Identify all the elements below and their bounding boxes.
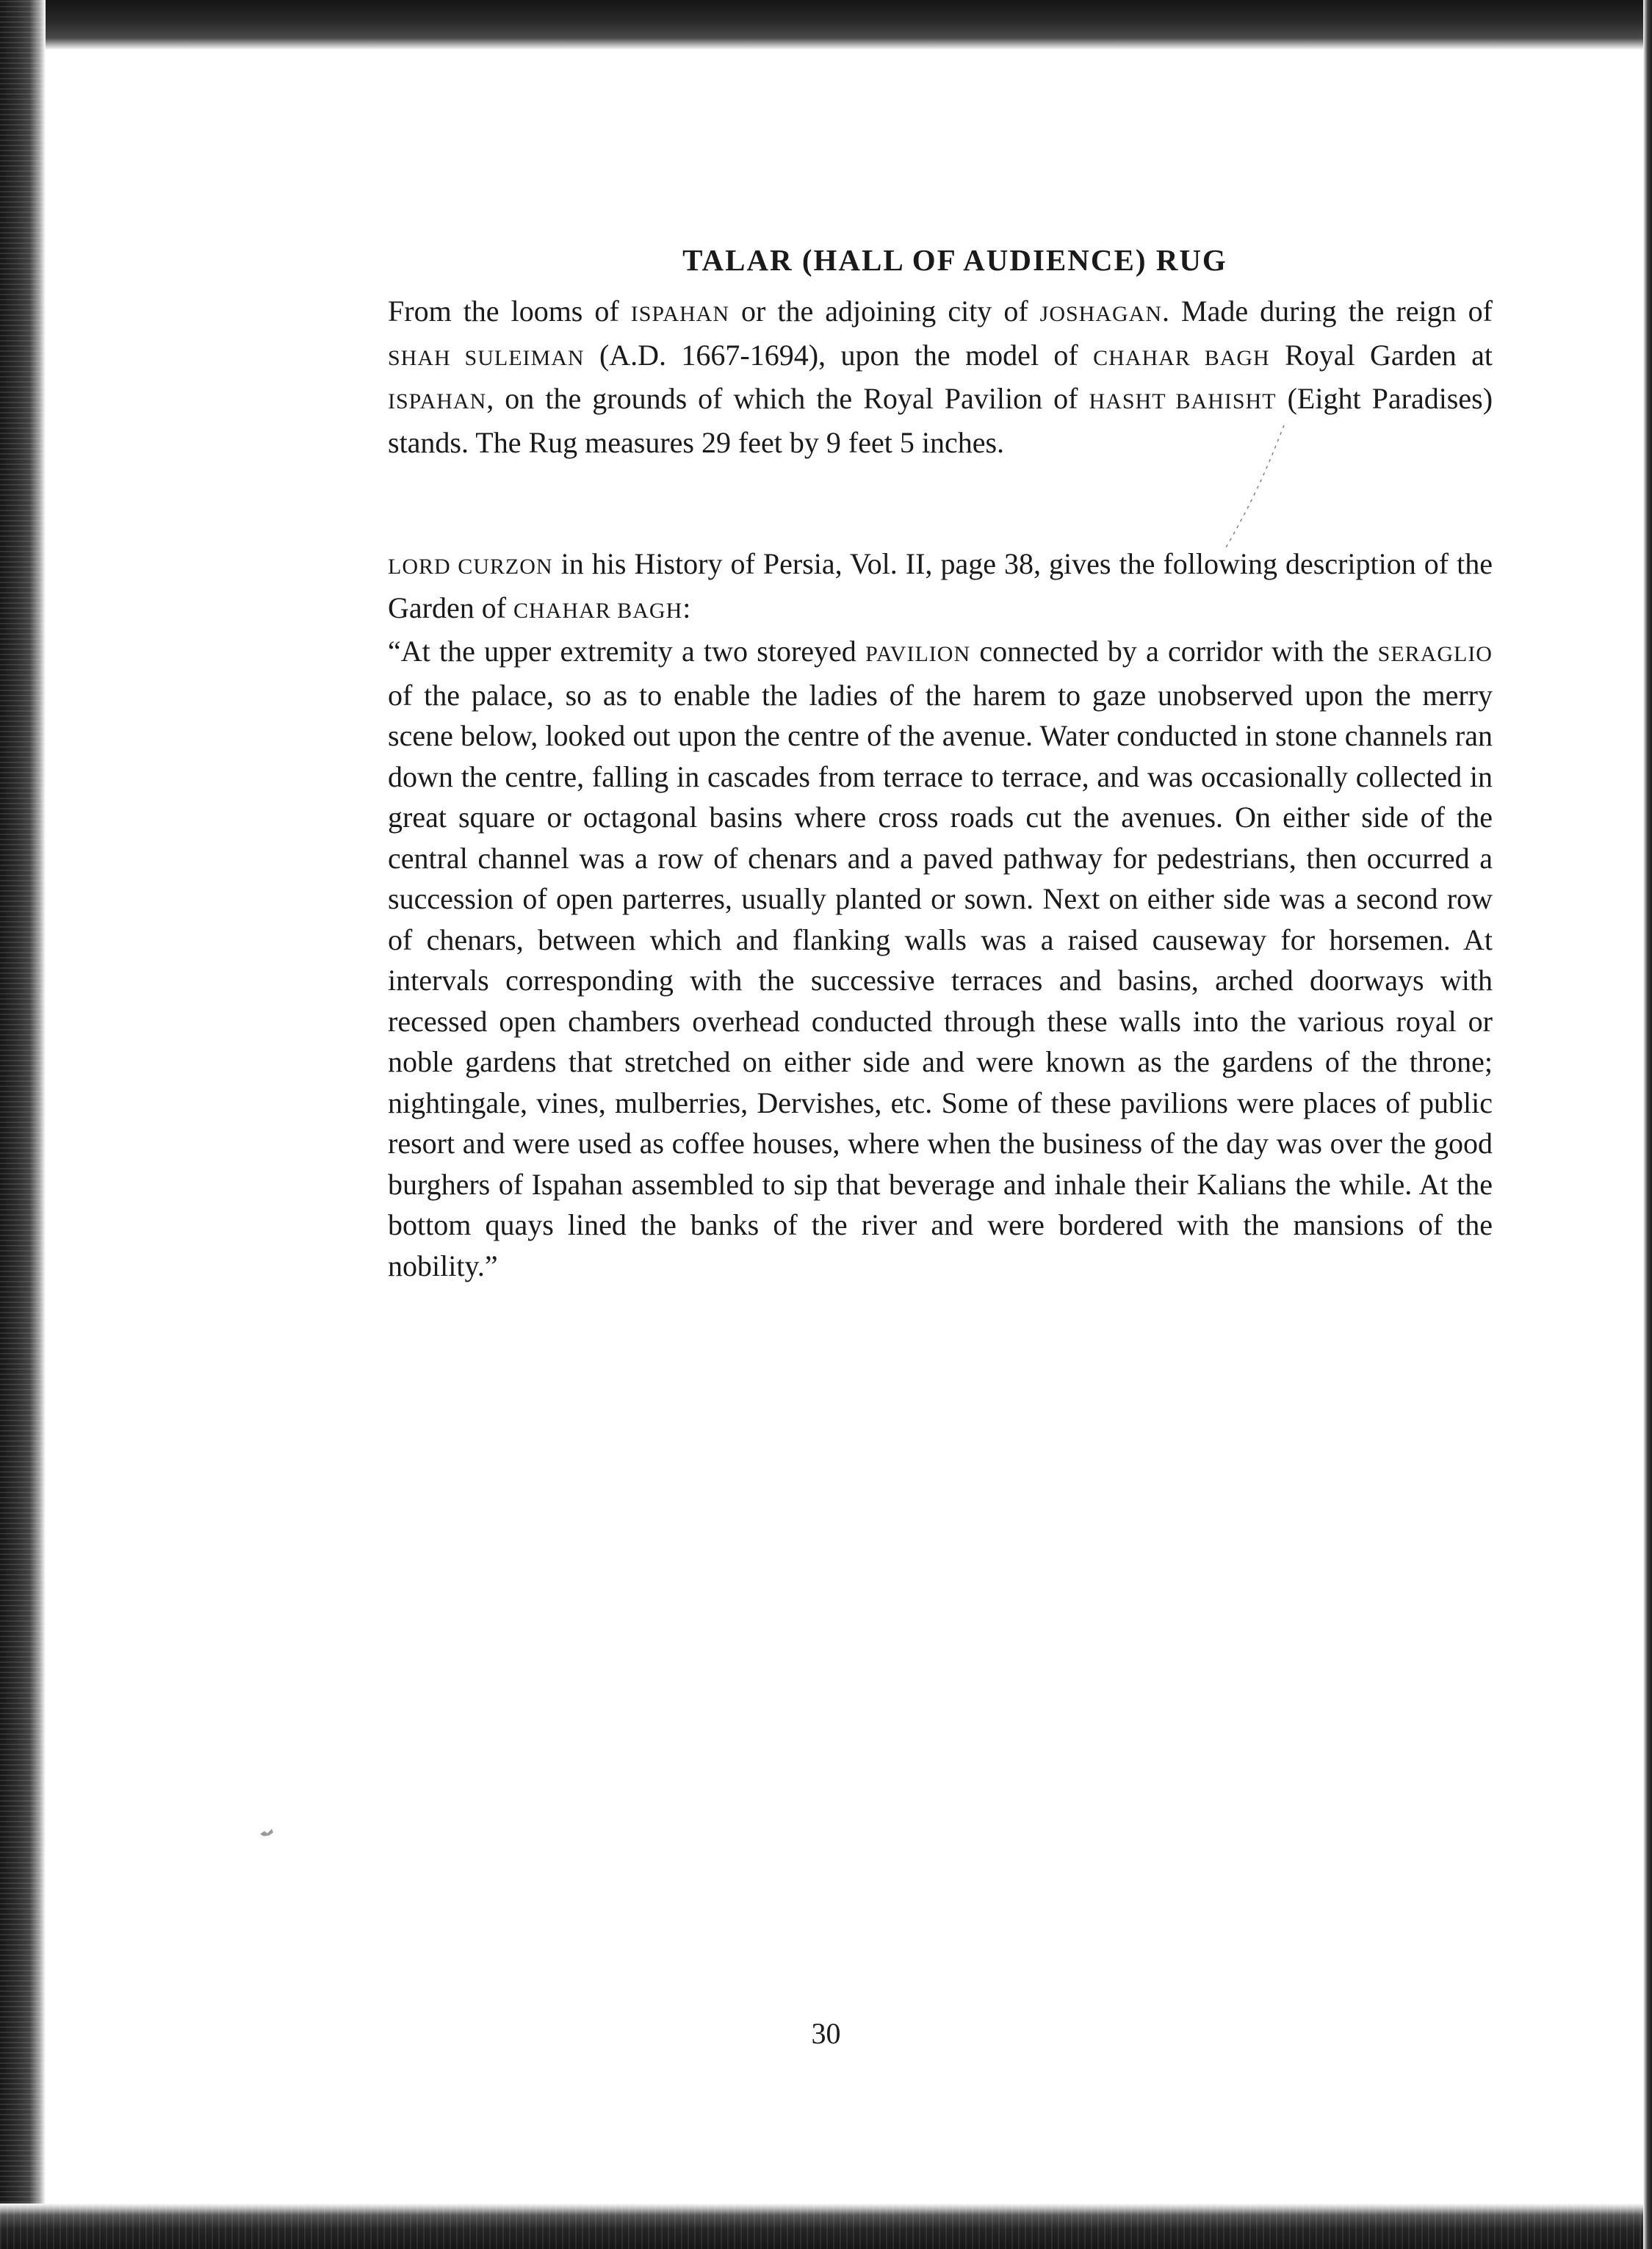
intro-text: or the adjoining city of: [729, 295, 1040, 328]
scan-edge-right: [1643, 0, 1652, 2249]
intro-paragraph: [388, 291, 1493, 463]
quote-text: connected by a corridor with the: [970, 635, 1378, 668]
citation-paragraph: [388, 544, 1493, 631]
quote-paragraph: [388, 631, 1493, 1286]
scan-edge-left: [0, 0, 46, 2249]
page-content: [388, 242, 1493, 1286]
intro-text: From the looms of: [388, 295, 631, 328]
citation-text: :: [682, 591, 691, 624]
place-chahar-bagh: CHAHAR BAGH: [1093, 345, 1270, 370]
name-shah-suleiman: SHAH SULEIMAN: [388, 345, 585, 370]
place-hasht-bahisht: HASHT BAHISHT: [1089, 389, 1277, 414]
quote-text: of the palace, so as to enable the ladies of the harem to gaze unobserved upon the merry scene below, looked out upon the centre of the avenue. Water conducted in stone channels ran down the centre, falling in cascades from terrace to terrace, and was occasionally collected in great square or octagonal basins where cross roads cut the avenues. On either side of the central channel was a row of chenars and a paved pathway for pedestrians, then occurred a succession of open parterres, usually planted or sown. Next on either side was a second row of chenars, between which and flanking walls was a raised causeway for horsemen. At intervals corresponding with the successive terraces and basins, arched doorways with recessed open chambers overhead conducted through these walls into the various royal or noble gardens that stretched on either side and were known as the gardens of the throne; nightingale, vines, mulberries, Dervishes, etc. Some of these pavilions were places of public resort and were used as coffee houses, where when the business of the day was over the good burghers of Ispahan assembled to sip that beverage and inhale their Kalians the while. At the bottom quays lined the banks of the river and were bordered with the mansions of the nobility.”: [388, 678, 1493, 1282]
name-lord-curzon: LORD CURZON: [388, 555, 553, 579]
quote-text: “At the upper extremity a two storeyed: [388, 635, 866, 668]
place-ispahan: ISPAHAN: [630, 302, 729, 326]
page-number: 30: [811, 2017, 841, 2050]
intro-text: (A.D. 1667-1694), upon the model of: [584, 338, 1094, 372]
page-title: TALAR (HALL OF AUDIENCE) RUG: [682, 243, 1227, 277]
place-ispahan: ISPAHAN: [388, 389, 487, 414]
scan-edge-top: [0, 0, 1652, 50]
scan-edge-bottom: [0, 2203, 1652, 2249]
intro-text: Royal Garden at: [1269, 338, 1493, 372]
intro-text: , on the grounds of which the Royal Pavilion of: [486, 382, 1089, 415]
ink-speck: [259, 1827, 275, 1838]
place-joshagan: JOSHAGAN: [1039, 302, 1163, 326]
intro-text: . Made during the reign of: [1162, 295, 1493, 328]
term-seraglio: SERAGLIO: [1377, 642, 1493, 666]
term-pavilion: PAVILION: [865, 642, 971, 666]
intro-text: (Eight Paradises) stands. The Rug measures 29 feet by 9 feet 5 inches.: [388, 382, 1493, 459]
citation-text: in his History of Persia, Vol. II, page 38, gives the following description of the Garden of: [388, 547, 1493, 624]
place-chahar-bagh: CHAHAR BAGH: [513, 598, 683, 623]
